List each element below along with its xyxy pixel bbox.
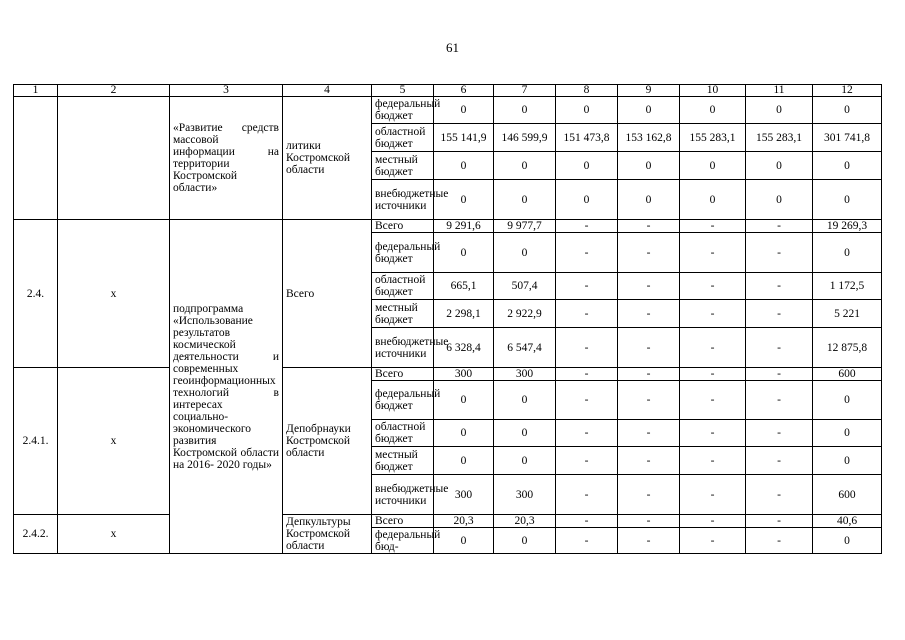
value-cell: 2 298,1 bbox=[434, 300, 494, 328]
value-cell: 0 bbox=[813, 97, 882, 124]
executor-cell: литики Костромской области bbox=[283, 97, 372, 220]
value-cell: 155 141,9 bbox=[434, 124, 494, 152]
funding-source-cell: областной бюджет bbox=[372, 420, 434, 447]
column-header: 2 bbox=[58, 85, 170, 97]
value-cell: - bbox=[746, 328, 813, 368]
executor-cell: Всего bbox=[283, 220, 372, 368]
value-cell: 0 bbox=[556, 180, 618, 220]
value-cell: - bbox=[680, 300, 746, 328]
value-cell: - bbox=[618, 447, 680, 475]
value-cell: 0 bbox=[746, 152, 813, 180]
funding-source-cell: местный бюджет bbox=[372, 300, 434, 328]
value-cell: 6 547,4 bbox=[494, 328, 556, 368]
value-cell: - bbox=[680, 528, 746, 554]
value-cell: - bbox=[556, 328, 618, 368]
item-code-cell: 2.4.1. bbox=[14, 368, 58, 515]
value-cell: - bbox=[556, 515, 618, 528]
value-cell: 600 bbox=[813, 475, 882, 515]
funding-source-cell: Всего bbox=[372, 220, 434, 233]
column-header: 11 bbox=[746, 85, 813, 97]
value-cell: 0 bbox=[746, 180, 813, 220]
value-cell: - bbox=[556, 420, 618, 447]
header-row bbox=[14, 85, 882, 97]
value-cell: 9 291,6 bbox=[434, 220, 494, 233]
value-cell: 507,4 bbox=[494, 273, 556, 300]
value-cell: 0 bbox=[434, 180, 494, 220]
value-cell: 0 bbox=[494, 420, 556, 447]
value-cell: - bbox=[680, 328, 746, 368]
subprogram-name-cell: подпрограмма «Использование результатов космической деятельности и современных геоинформационных технологий в интересах социально-экономического развития Костромской области на 2016- 2020 годы» bbox=[170, 220, 283, 554]
value-cell: 0 bbox=[746, 97, 813, 124]
funding-source-cell: областной бюджет bbox=[372, 273, 434, 300]
value-cell: - bbox=[556, 475, 618, 515]
value-cell: 2 922,9 bbox=[494, 300, 556, 328]
table-row bbox=[14, 97, 882, 124]
column-header: 5 bbox=[372, 85, 434, 97]
value-cell: - bbox=[746, 273, 813, 300]
value-cell: 0 bbox=[813, 233, 882, 273]
value-cell: 6 328,4 bbox=[434, 328, 494, 368]
value-cell: - bbox=[618, 368, 680, 381]
column-header: 6 bbox=[434, 85, 494, 97]
value-cell: - bbox=[746, 515, 813, 528]
funding-source-cell: местный бюджет bbox=[372, 152, 434, 180]
value-cell: 0 bbox=[494, 233, 556, 273]
funding-source-cell: внебюджетные источники bbox=[372, 180, 434, 220]
value-cell: - bbox=[618, 475, 680, 515]
value-cell: - bbox=[618, 420, 680, 447]
value-cell: 155 283,1 bbox=[746, 124, 813, 152]
table-row bbox=[14, 220, 882, 233]
value-cell: - bbox=[680, 273, 746, 300]
value-cell: 0 bbox=[494, 381, 556, 420]
value-cell: - bbox=[746, 528, 813, 554]
table-row bbox=[14, 368, 882, 381]
column-header: 9 bbox=[618, 85, 680, 97]
col2-cell bbox=[58, 97, 170, 220]
value-cell: 5 221 bbox=[813, 300, 882, 328]
funding-source-cell: федеральный бюджет bbox=[372, 233, 434, 273]
value-cell: - bbox=[680, 515, 746, 528]
item-code-cell bbox=[14, 97, 58, 220]
value-cell: - bbox=[556, 273, 618, 300]
value-cell: - bbox=[680, 420, 746, 447]
value-cell: 0 bbox=[680, 97, 746, 124]
funding-source-cell: федеральный бюд- bbox=[372, 528, 434, 554]
value-cell: - bbox=[556, 381, 618, 420]
value-cell: - bbox=[618, 515, 680, 528]
value-cell: 40,6 bbox=[813, 515, 882, 528]
value-cell: - bbox=[556, 233, 618, 273]
value-cell: - bbox=[556, 300, 618, 328]
value-cell: 20,3 bbox=[434, 515, 494, 528]
value-cell: 0 bbox=[813, 381, 882, 420]
value-cell: 300 bbox=[494, 475, 556, 515]
value-cell: 0 bbox=[434, 97, 494, 124]
value-cell: - bbox=[618, 220, 680, 233]
value-cell: 0 bbox=[618, 180, 680, 220]
value-cell: 0 bbox=[434, 381, 494, 420]
value-cell: 0 bbox=[494, 97, 556, 124]
value-cell: 0 bbox=[494, 180, 556, 220]
value-cell: - bbox=[618, 328, 680, 368]
value-cell: 1 172,5 bbox=[813, 273, 882, 300]
value-cell: - bbox=[746, 368, 813, 381]
value-cell: - bbox=[680, 220, 746, 233]
table-row bbox=[14, 515, 882, 528]
value-cell: 300 bbox=[434, 475, 494, 515]
executor-cell: Депобрнауки Костромской области bbox=[283, 368, 372, 515]
value-cell: 0 bbox=[434, 233, 494, 273]
value-cell: - bbox=[746, 447, 813, 475]
value-cell: - bbox=[746, 300, 813, 328]
value-cell: - bbox=[680, 447, 746, 475]
value-cell: - bbox=[680, 368, 746, 381]
funding-source-cell: областной бюджет bbox=[372, 124, 434, 152]
value-cell: - bbox=[556, 528, 618, 554]
value-cell: 0 bbox=[618, 97, 680, 124]
value-cell: 20,3 bbox=[494, 515, 556, 528]
value-cell: 0 bbox=[813, 152, 882, 180]
column-header: 1 bbox=[14, 85, 58, 97]
table-body bbox=[14, 85, 882, 554]
value-cell: 0 bbox=[680, 152, 746, 180]
value-cell: 0 bbox=[813, 180, 882, 220]
value-cell: - bbox=[556, 368, 618, 381]
column-header: 8 bbox=[556, 85, 618, 97]
value-cell: 19 269,3 bbox=[813, 220, 882, 233]
program-name-cell: «Развитие средств массовой информации на территории Костромской области» bbox=[170, 97, 283, 220]
value-cell: - bbox=[746, 233, 813, 273]
executor-cell: Депкультуры Костромской области bbox=[283, 515, 372, 554]
value-cell: - bbox=[680, 233, 746, 273]
column-header: 12 bbox=[813, 85, 882, 97]
value-cell: 0 bbox=[494, 528, 556, 554]
value-cell: 151 473,8 bbox=[556, 124, 618, 152]
value-cell: - bbox=[680, 381, 746, 420]
item-code-cell: 2.4. bbox=[14, 220, 58, 368]
col2-cell: х bbox=[58, 515, 170, 554]
value-cell: - bbox=[618, 528, 680, 554]
value-cell: 0 bbox=[434, 420, 494, 447]
value-cell: - bbox=[618, 300, 680, 328]
funding-source-cell: федеральный бюджет bbox=[372, 381, 434, 420]
value-cell: 0 bbox=[556, 152, 618, 180]
value-cell: 0 bbox=[434, 528, 494, 554]
value-cell: - bbox=[556, 447, 618, 475]
value-cell: - bbox=[746, 475, 813, 515]
column-header: 7 bbox=[494, 85, 556, 97]
value-cell: 0 bbox=[494, 447, 556, 475]
value-cell: 0 bbox=[434, 152, 494, 180]
value-cell: 9 977,7 bbox=[494, 220, 556, 233]
column-header: 10 bbox=[680, 85, 746, 97]
value-cell: 301 741,8 bbox=[813, 124, 882, 152]
item-code-cell: 2.4.2. bbox=[14, 515, 58, 554]
value-cell: 0 bbox=[434, 447, 494, 475]
value-cell: - bbox=[618, 273, 680, 300]
value-cell: 0 bbox=[813, 528, 882, 554]
funding-source-cell: Всего bbox=[372, 515, 434, 528]
value-cell: 0 bbox=[813, 447, 882, 475]
value-cell: 0 bbox=[494, 152, 556, 180]
funding-source-cell: Всего bbox=[372, 368, 434, 381]
value-cell: 0 bbox=[618, 152, 680, 180]
page-number: 61 bbox=[446, 40, 459, 55]
value-cell: - bbox=[746, 381, 813, 420]
value-cell: - bbox=[556, 220, 618, 233]
col2-cell: х bbox=[58, 368, 170, 515]
value-cell: 300 bbox=[494, 368, 556, 381]
value-cell: 12 875,8 bbox=[813, 328, 882, 368]
value-cell: 300 bbox=[434, 368, 494, 381]
value-cell: 0 bbox=[680, 180, 746, 220]
column-header: 4 bbox=[283, 85, 372, 97]
value-cell: - bbox=[746, 420, 813, 447]
col2-cell: х bbox=[58, 220, 170, 368]
funding-source-cell: внебюджетные источники bbox=[372, 475, 434, 515]
value-cell: 0 bbox=[813, 420, 882, 447]
value-cell: 665,1 bbox=[434, 273, 494, 300]
column-header: 3 bbox=[170, 85, 283, 97]
value-cell: 0 bbox=[556, 97, 618, 124]
value-cell: - bbox=[618, 233, 680, 273]
value-cell: 153 162,8 bbox=[618, 124, 680, 152]
funding-source-cell: местный бюджет bbox=[372, 447, 434, 475]
value-cell: 146 599,9 bbox=[494, 124, 556, 152]
value-cell: 155 283,1 bbox=[680, 124, 746, 152]
funding-source-cell: федеральный бюджет bbox=[372, 97, 434, 124]
value-cell: - bbox=[680, 475, 746, 515]
funding-source-cell: внебюджетные источники bbox=[372, 328, 434, 368]
budget-table bbox=[13, 84, 882, 554]
value-cell: 600 bbox=[813, 368, 882, 381]
value-cell: - bbox=[746, 220, 813, 233]
value-cell: - bbox=[618, 381, 680, 420]
